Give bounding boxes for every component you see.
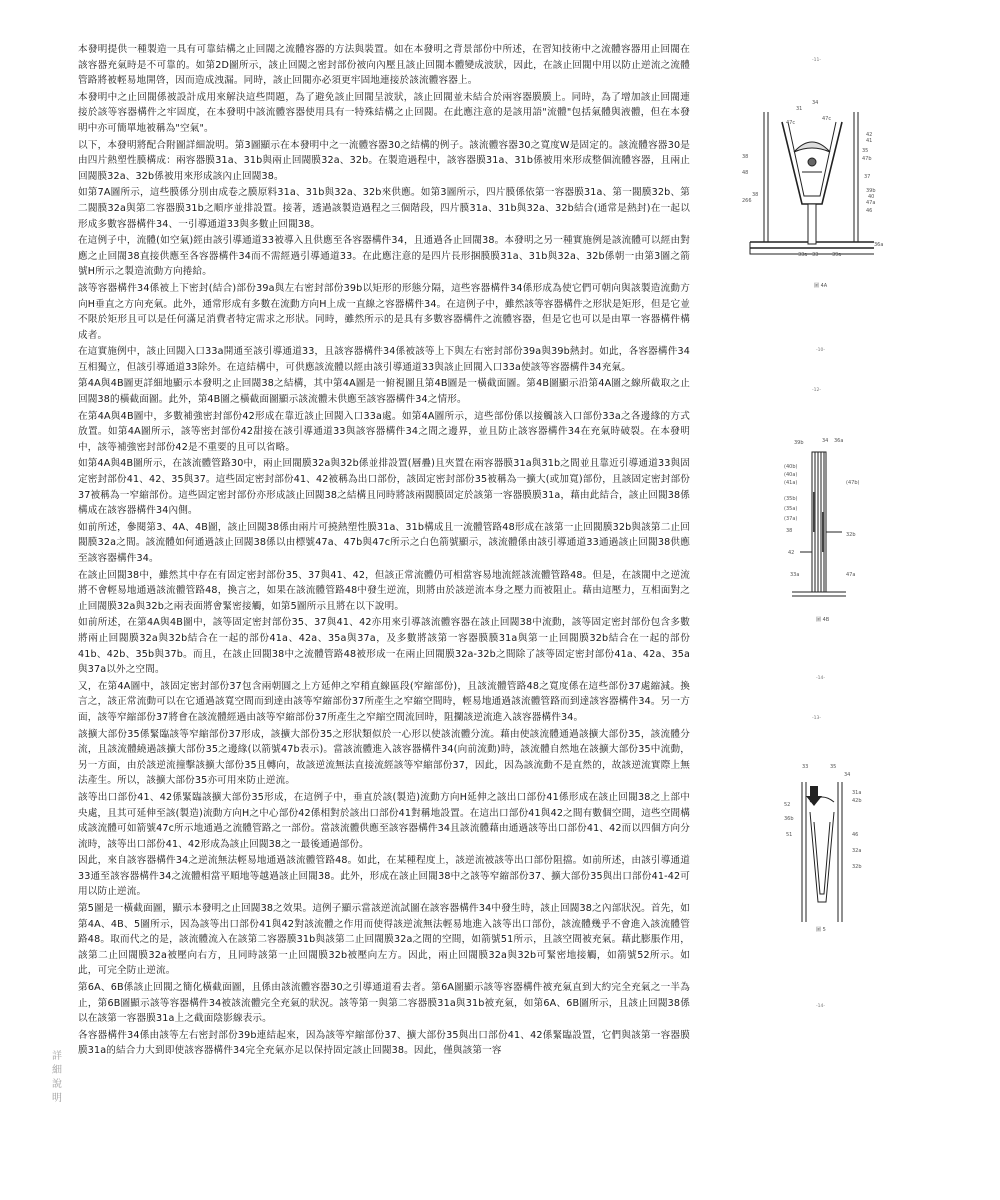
figure-label: 31 [796,106,803,112]
figure-label: 38 [786,528,793,534]
side-vertical-label [50,1050,64,1106]
figure-label: 37 [864,174,871,180]
figure-label: 48 [742,170,749,176]
figure-label: 35 [830,764,837,770]
figure-label: 42b [852,798,862,804]
paragraph: 該擴大部份35係緊臨該等窄縮部份37形成，該擴大部份35之形狀類似於一心形以使該流體分流。藉由使該流體通過該擴大部份35，該流體分流，且該流體繞過該擴大部份35之邊緣(以箭號47b表示)。當該流體進入該容器構件34(向前流動)時，該流體自然地在該擴大部份35中流動，另一方面，由於該逆流撞擊該擴大部份35且轉向，故該逆流無法直接流經該等窄縮部份37，因此，因為該流動不是直然的，故該逆流實際上無法產生。所以，該擴大部份35亦可用來防止逆流。 [78,728,690,787]
figure-label: 40 [868,194,875,200]
figure-label: 33 [812,252,819,258]
figure-label: 46 [852,832,859,838]
paragraph: 第5圖是一橫截面圖，顯示本發明之止回閥38之效果。這例子顯示當該逆流試圖在該容器構件34中發生時，該止回閥38之內部狀況。首先，如第4A、4B、5圖所示，因為該等出口部份41與42對該流體之作用而使得該逆流無法輕易地進入該等出口部份，該流體幾乎不會進入該流體管路48。取而代之的是，該流體流入在該第二容器膜31b與該第二止回閥膜32a之間的空間，如箭號51所示，且該空間被充氣。藉此膨脹作用，該第二止回閥膜32a被壓向右方，且同時該第一止回閥膜32b被壓向左方。因此，兩止回閥膜32a與32b可緊密地接觸，如箭號52所示。如此，可完全防止逆流。 [78,903,690,977]
figure-4b-caption: 圖 4B [816,617,830,623]
figure-label: 33a [790,572,800,578]
figure-label: 33a [798,252,808,258]
figure-label: 39b [866,188,876,194]
figure-label: 47c [822,116,832,122]
side-label-char: 詳 [52,1051,62,1062]
figure-label: 51 [786,832,793,838]
figure-5 [782,762,872,932]
side-label-char: 細 [52,1065,62,1076]
figure-label: 46 [866,208,873,214]
page-mark: -13- [812,716,821,721]
paragraph: 如前所述，參閱第3、4A、4B圖，該止回閥38係由兩片可撓熱塑性膜31a、31b構成且一流體管路48形成在該第一止回閥膜32b與該第二止回閥膜32a之間。該流體如何通過該止回閥38係以由標號47a、47b與47c所示之白色箭號顯示，該流體係由該引導通道33通過該止回閥38供應至該容器構件34。 [78,521,690,564]
figure-label: 38 [752,192,759,198]
figure-label: 47a [866,200,876,206]
figure-label: 41 [866,138,873,144]
page-mark: -14- [816,676,825,681]
paragraph: 如第7A圖所示，這些膜係分別由成卷之膜原料31a、31b與32a、32b來供應。如第3圖所示，四片膜係依第一容器膜31a、第一閥膜32b、第二閥膜32a與第二容器膜31b之順序並排設置。接著，透過該製造過程之三個階段，四片膜31a、31b與32a、32b結合(通常是熱封)在一起以形成多數容器構件34、一引導通道33與多數止回閥38。 [78,187,690,230]
figure-4a [742,92,882,262]
figure-label: 47c [786,120,796,126]
figure-label: 36b [784,816,794,822]
figure-label: (41a) [784,480,798,486]
figure-label: 36a [834,438,844,444]
paragraph: 在第4A與4B圖中，多數補強密封部份42形成在靠近該止回閥入口33a處。如第4A圖所示，這些部份係以接觸該入口部份33a之各邊緣的方式放置。如第4A圖所示，該等密封部份42甜接在該引導通道33與該容器構件34之間之邊界，並且防止該容器構件34在充氣時破裂。在本發明中，該等補強密封部份42是不重要的且可以省略。 [78,410,690,453]
figure-label: (35b) [784,496,798,502]
figure-label: 35 [862,148,869,154]
figure-label: 31a [852,790,862,796]
paragraph: 在這例子中，流體(如空氣)經由該引導通道33被導入且供應至各容器構件34，且通過各止回閥38。本發明之另一種實施例是該流體可以經由對應之止回閥38直接供應至各容器構件34而不需經過引導通道33。在此應注意的是四片長形捆膜膜31a、31b與32a、32b係朝一由第3圖之箭號H所示之製造流動方向捲給。 [78,235,690,278]
paragraph: 在該止回閥38中，雖然其中存在有固定密封部份35、37與41、42，但該正常流體仍可相當容易地流經該流體管路48。但是，在該閥中之逆流將不會輕易地通過該流體管路48，換言之，如果在該流體管路48中發生逆流，則將由於該逆流本身之壓力而被阻止。藉由這壓力，互相面對之止回閥膜32a與32b之兩表面將會緊密接觸，如第5圖所示且將在以下說明。 [78,569,690,612]
figure-label: 33 [802,764,809,770]
figure-label: (47b) [846,480,860,486]
side-label-char: 說 [52,1079,62,1090]
figure-label: 266 [742,198,752,204]
paragraph: 該等出口部份41、42係緊臨該擴大部份35形成，在這例子中，垂直於該(製造)流動方向H延伸之該出口部份41係形成在該止回閥38之上部中央處，且其可延伸至該(製造)流動方向H之中心部份42係相對於該出口部份41對稱地設置。在這出口部份41與42之間有數個空間，這些空間構成該流體可如箭號47c所示地通過之流體管路之一部份。當該流體供應至該容器構件34且該流體藉由通過該等出口部份41、42而以四個方向分流時，該等出口部份41、42形成為該止回閥38之一最後通過部份。 [78,791,690,850]
paragraph: 第4A與4B圖更詳細地顯示本發明之止回閥38之結構，其中第4A圖是一俯視圖且第4B圖是一橫截面圖。第4B圖顯示沿第4A圖之線所截取之止回閥38的橫截面圖。此外，第4B圖之橫截面圖顯示該流體未供應至該容器構件34之情形。 [78,378,690,406]
page-mark: -10- [816,348,825,353]
body-text [78,42,690,1060]
page-mark: -11- [812,58,821,63]
figure-4a-caption: 圖 4A [814,283,828,289]
page-mark: -14- [816,1004,825,1009]
figure-label: 34 [822,438,829,444]
paragraph: 本發明中之止回閥係被設計成用來解決這些問題，為了避免該止回閥呈波狀，該止回閥並未結合於兩容器膜膜上。同時，為了增加該止回閥連接於該等容器構件之牢固度，在本發明中該流體容器使用具有一特殊結構之止回閥。在此應注意的是該用語"流體"包括氣體與液體，但在本發明中亦可簡單地被稱為"空氣"。 [78,91,690,134]
figure-label: (40a) [784,472,798,478]
figure-label: 32b [846,532,856,538]
paragraph: 如前所述，在第4A與4B圖中，該等固定密封部份35、37與41、42亦用來引導該流體容器在該止回閥38中流動，該等固定密封部份包含多數將兩止回閥膜32a與32b結合在一起的部份41a、42a、35a與37a，及多數將該第一容器膜膜31a與第一止回閥膜32b結合在一起的部份41b、42b、35b與37b。而且，在該止回閥38中之流體管路48被形成一在兩止回閥膜32a-32b之間除了該等固定密封部份41a、42a、35a與37a以外之空間。 [78,617,690,676]
figure-label: 52 [784,802,791,808]
figure-label: 38 [742,154,749,160]
figure-label: 39b [794,440,804,446]
figure-5-caption: 圖 5 [816,927,826,933]
figure-label: 34 [844,772,851,778]
figure-label: 39a [832,252,842,258]
figure-label: 32a [852,848,862,854]
figure-label: 42 [866,132,873,138]
figure-label: 47b [862,156,872,162]
paragraph: 第6A、6B係該止回閥之簡化橫截面圖，且係由該流體容器30之引導通道看去者。第6A圖顯示該等容器構件被充氣直到大約完全充氣之一半為止，第6B圖顯示該等容器構件34被該流體完全充氣的狀況。該等第一與第二容器膜31a與31b被充氣，如第6A、6B圖所示，且該止回閥38係以在該第一容器膜31a上之截面陰影線表示。 [78,982,690,1025]
figure-label: 34 [812,100,819,106]
paragraph: 各容器構件34係由該等左右密封部份39b連結起來，因為該等窄縮部份37、擴大部份35與出口部份41、42係緊臨設置，它們與該第一容器膜膜31a的結合力大到即使該容器構件34完全充氣亦足以保持固定該止回閥38。因此，僅與該第一容 [78,1029,690,1057]
figure-label: 36a [874,242,884,248]
side-label-char: 明 [52,1093,62,1104]
paragraph: 在這實施例中，該止回閥入口33a開通至該引導通道33，且該容器構件34係被該等上下與左右密封部份39a與39b熱封。如此，各容器構件34互相獨立，但該引導通道33除外。在這結構中，可供應該流體以經由該引導通道33與該止回閥入口33a使該等容器構件34充氣。 [78,346,690,373]
paragraph: 以下，本發明將配合附圖詳細說明。第3圖顯示在本發明中之一流體容器30之結構的例子。該流體容器30之寬度W是固定的。該流體容器30是由四片熱塑性膜構成：兩容器膜31a、31b與兩止回閥膜32a、32b。在製造過程中，該容器膜31a、31b係被用來形成整個流體容器，且兩止回閥膜32a、32b係被用來形成該內止回閥38。 [78,139,690,182]
paragraph: 該等容器構件34係被上下密封(結合)部份39a與左右密封部份39b以矩形的形態分隔，這些容器構件34係形成為使它們可朝向與該製造流動方向H垂直之方向充氣。此外，通常形成有多數在流動方向H上成一直線之容器構件34。在這例子中，雖然該等容器構件之形狀是矩形，但是它並不限於矩形且可以是任何滿足消費者特定需求之形狀。同時，雖然所示的是具有多數容器構件之流體容器，但是它也可以是由單一容器構件構成者。 [78,282,690,341]
figure-label: 47a [846,572,856,578]
page-mark: -12- [812,388,821,393]
figure-label: (40b) [784,464,798,470]
paragraph: 又，在第4A圖中，該固定密封部份37包含兩朝圓之上方延伸之窄稍直線區段(窄縮部份)，且該流體管路48之寬度係在這些部份37處縮減。換言之，該正常流動可以在它通過該寬空間而到達由該等窄縮部份37所產生之窄縮空間時，輕易地通過該流體管路而到達該容器構件34。另一方面，該等窄縮部份37將會在該流體經過由該等窄縮部份37所產生之窄縮空間流回時，阻攔該逆流進入該容器構件34。 [78,680,690,723]
figure-label: (35a) [784,506,798,512]
paragraph: 因此，來自該容器構件34之逆流無法輕易地通過該流體管路48。如此，在某種程度上，該逆流被該等出口部份阻擋。如前所述，由該引導通道33通至該容器構件34之流體相當平順地等越過該止回閥38。此外，形成在該止回閥38中之該等窄縮部份37、擴大部份35與出口部份41-42可用以防止逆流。 [78,855,690,898]
figure-label: 32b [852,864,862,870]
paragraph: 如第4A與4B圖所示，在該流體管路30中，兩止回閥膜32a與32b係並排設置(層疊)且夾置在兩容器膜31a與31b之間並且靠近引導通道33與固定密封部份41、42、35與37。這些固定密封部份41、42被稱為出口部份，該固定密封部份35被稱為一擴大(或加寬)部份，且該固定密封部份37被稱為一窄縮部份。這些固定密封部份亦形成該止回閥38之結構且同時將該兩閥膜固定於該第一容器膜膜31a，藉由此結合，該止回閥38係構成在該容器構件34內側。 [78,458,690,517]
figure-label: (37a) [784,516,798,522]
figure-label: 42 [788,550,795,556]
paragraph: 本發明提供一種製造一具有可靠結構之止回閥之流體容器的方法與裝置。如在本發明之背景部份中所述，在習知技術中之流體容器用止回閥在該容器充氣時是不可靠的。如第2D圖所示，該止回閥之密封部份被向內壓且該止回閥本體變成波狀，因此，在該止回閥中用以防止逆流之流體管路將被輕易地開啓，因而造成洩漏。同時，該止回閥亦必須更牢固地連接於該流體容器上。 [78,44,690,87]
